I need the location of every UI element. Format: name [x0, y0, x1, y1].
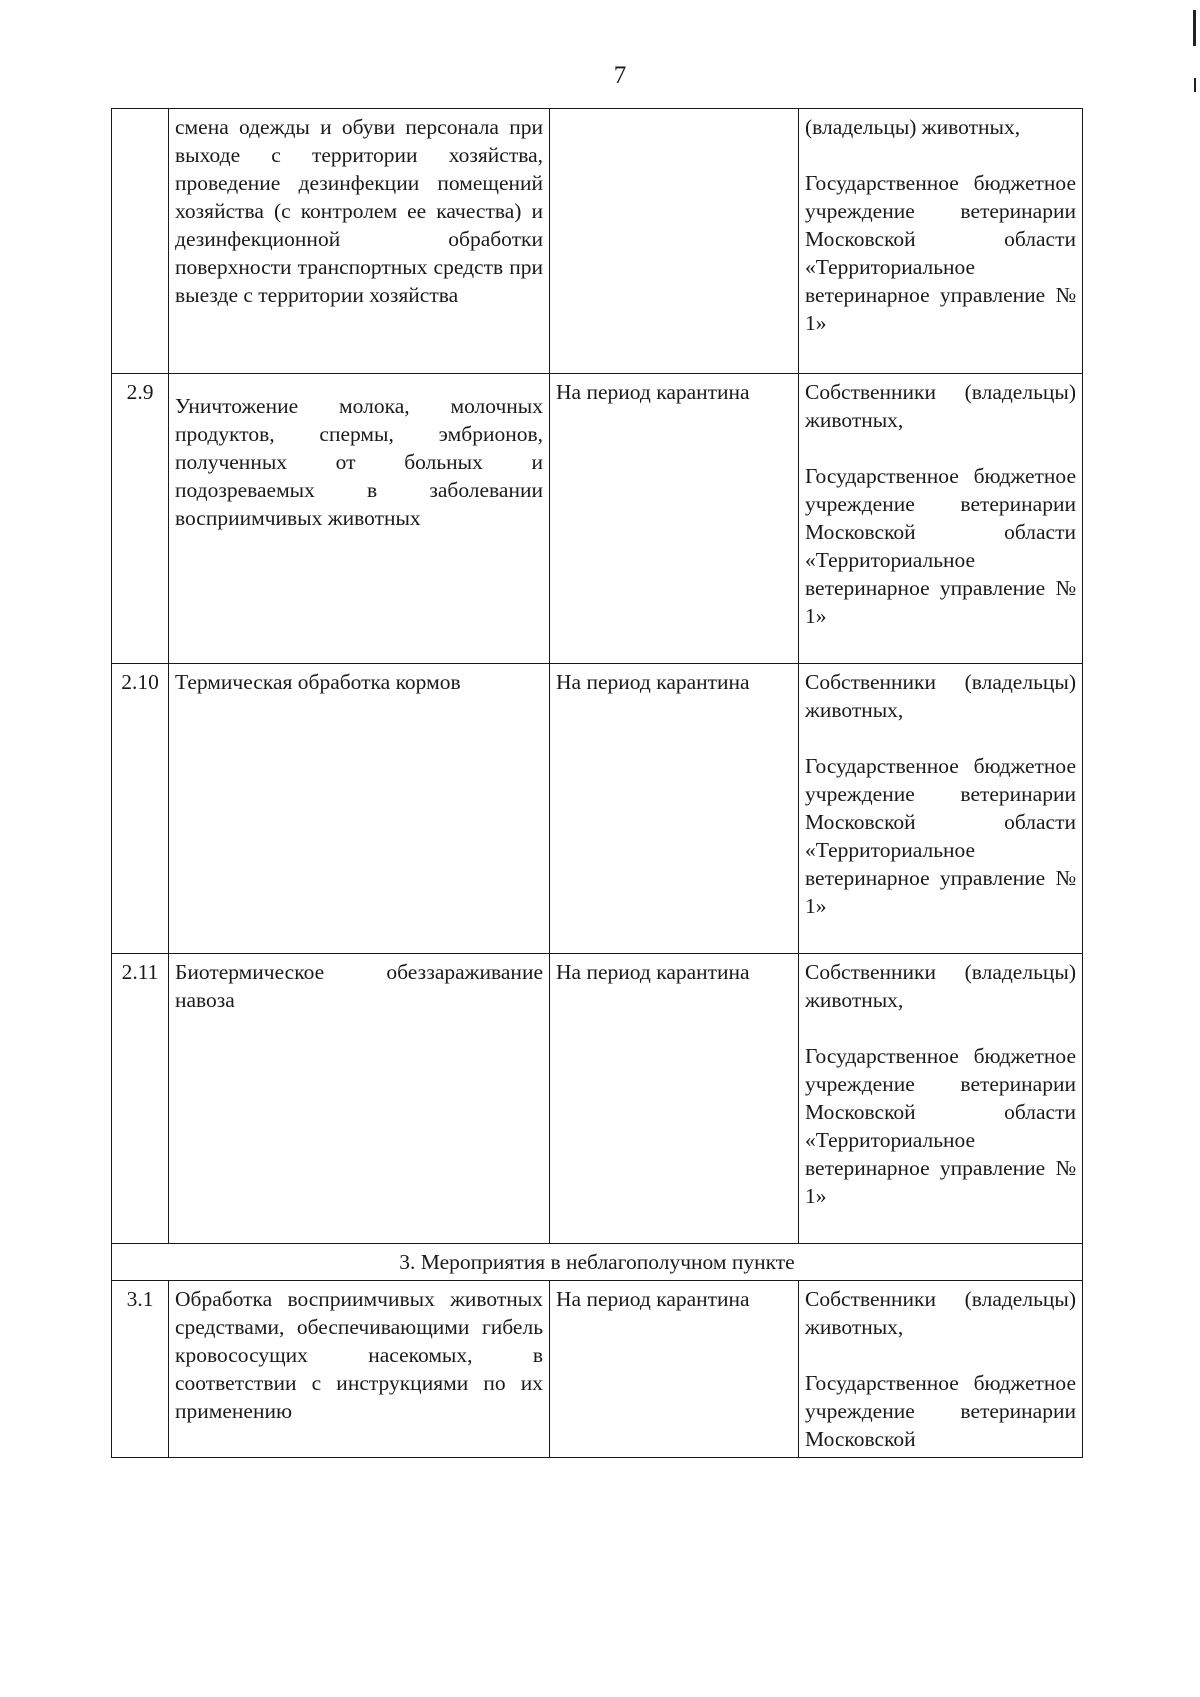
page-number: 7 [613, 62, 627, 89]
section-row [112, 1244, 1083, 1281]
row-number: 3.1 [112, 1281, 169, 1458]
table-row [112, 374, 1083, 664]
scan-edge-mark [1193, 10, 1196, 46]
period-text: На период карантина [550, 954, 799, 1244]
measure-text: Биотермическое обеззараживание навоза [169, 954, 550, 1244]
responsible-owners: Собственники (владельцы) животных, [805, 670, 1076, 722]
measure-text: Термическая обработка кормов [169, 664, 550, 954]
responsible-cell [799, 954, 1083, 1244]
period-text [550, 109, 799, 374]
responsible-owners: Собственники (владельцы) животных, [805, 1287, 1076, 1339]
responsible-cell [799, 1281, 1083, 1458]
responsible-institution: Государственное бюджетное учреждение ветеринарии Московской [805, 1371, 1076, 1451]
measure-text: Обработка восприимчивых животных средствами, обеспечивающими гибель кровососущих насекомых, в соответствии с инструкциями по их применению [169, 1281, 550, 1458]
table-row [112, 109, 1083, 374]
row-number: 2.10 [112, 664, 169, 954]
responsible-institution: Государственное бюджетное учреждение ветеринарии Московской области «Территориальное ветеринарное управление № 1» [805, 171, 1076, 335]
responsible-owners: (владельцы) животных, [805, 115, 1021, 139]
responsible-owners: Собственники (владельцы) животных, [805, 960, 1076, 1012]
responsible-cell [799, 374, 1083, 664]
responsible-cell [799, 664, 1083, 954]
responsible-institution: Государственное бюджетное учреждение ветеринарии Московской области «Территориальное ветеринарное управление № 1» [805, 754, 1076, 918]
table-row [112, 1281, 1083, 1458]
measures-table [111, 108, 1083, 1458]
row-number: 2.11 [112, 954, 169, 1244]
table-row [112, 954, 1083, 1244]
section-heading: 3. Мероприятия в неблагополучном пункте [112, 1244, 1083, 1281]
measure-text: смена одежды и обуви персонала при выходе с территории хозяйства, проведение дезинфекции помещений хозяйства (с контролем ее качества) и дезинфекционной обработки поверхности транспортных средств при выезде с территории хозяйства [169, 109, 550, 374]
responsible-owners: Собственники (владельцы) животных, [805, 380, 1076, 432]
row-number: 2.9 [112, 374, 169, 664]
responsible-institution: Государственное бюджетное учреждение ветеринарии Московской области «Территориальное ветеринарное управление № 1» [805, 464, 1076, 628]
responsible-institution: Государственное бюджетное учреждение ветеринарии Московской области «Территориальное ветеринарное управление № 1» [805, 1044, 1076, 1208]
table-row [112, 664, 1083, 954]
row-number [112, 109, 169, 374]
period-text: На период карантина [550, 1281, 799, 1458]
period-text: На период карантина [550, 664, 799, 954]
measure-text: Уничтожение молока, молочных продуктов, спермы, эмбрионов, полученных от больных и подозреваемых в заболевании восприимчивых животных [169, 374, 550, 664]
responsible-cell [799, 109, 1083, 374]
period-text: На период карантина [550, 374, 799, 664]
